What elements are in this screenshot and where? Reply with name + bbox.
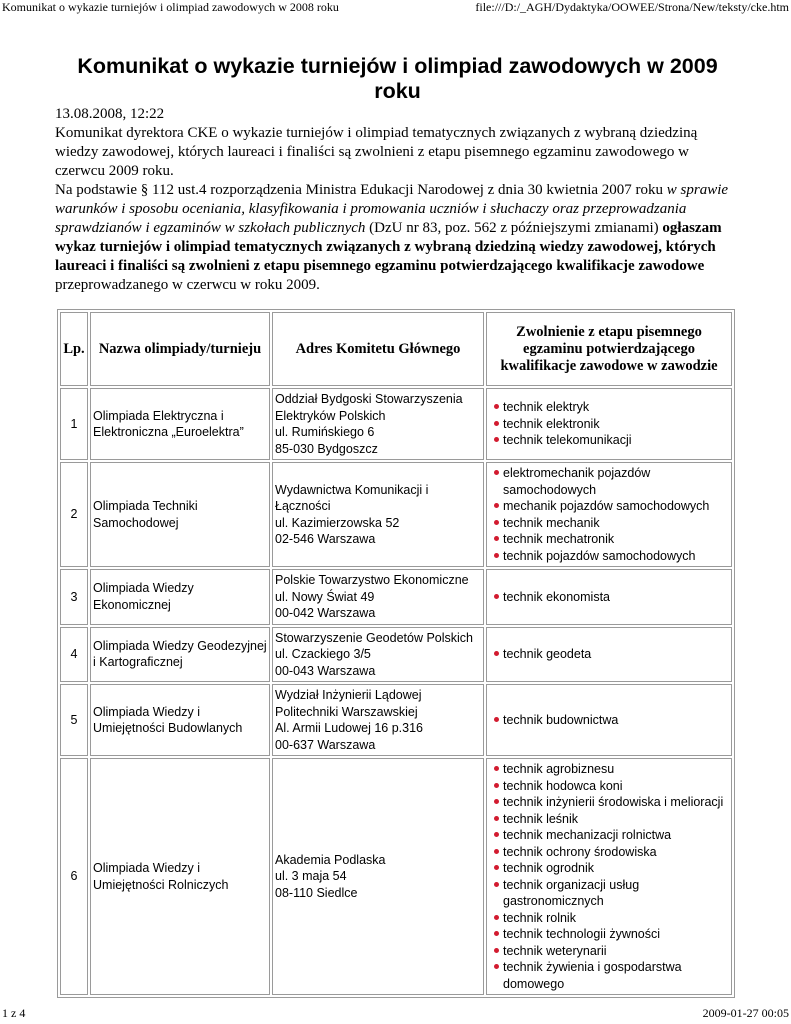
table-row — [60, 569, 732, 625]
profession-item: technik mechanizacji rolnictwa — [494, 827, 729, 844]
profession-item: technik mechatronik — [494, 531, 729, 548]
address-line: Oddział Bydgoski Stowarzyszenia Elektryków Polskich — [275, 392, 463, 423]
profession-item: technik ekonomista — [494, 589, 729, 606]
address-line: ul. Czackiego 3/5 — [275, 647, 371, 661]
profession-list — [489, 399, 729, 449]
exempt-professions — [486, 627, 732, 683]
article-intro — [55, 105, 735, 295]
profession-item: technik pojazdów samochodowych — [494, 548, 729, 565]
profession-item: technik budownictwa — [494, 712, 729, 729]
profession-list — [489, 712, 729, 729]
address-line: Akademia Podlaska — [275, 852, 386, 867]
address-line: 02-546 Warszawa — [275, 532, 376, 546]
basis-bold-text: ogłaszam wykaz turniejów i olimpiad tematycznych związanych z wybraną dziedziną wiedzy zawodowej, których laureaci i finaliści są zwolnieni z etapu pisemnego egzaminu potwierdzającego kwalifikacje zawodowe — [55, 220, 722, 274]
table-body — [60, 388, 732, 995]
basis-text-3: przeprowadzanego w czerwcu w roku 2009. — [55, 277, 320, 293]
olympiad-name: Olimpiada Wiedzy Ekonomicznej — [90, 569, 270, 625]
exempt-professions — [486, 388, 732, 460]
profession-item: technik technologii żywności — [494, 926, 729, 943]
olympiad-name: Olimpiada Elektryczna i Elektroniczna „Euroelektra” — [90, 388, 270, 460]
address-line: 00-043 Warszawa — [275, 663, 376, 678]
profession-item: technik elektronik — [494, 416, 729, 433]
header-exemption: Zwolnienie z etapu pisemnego egzaminu potwierdzającego kwalifikacje zawodowe w zawodzie — [486, 312, 732, 386]
table-row — [60, 627, 732, 683]
address-line: ul. Nowy Świat 49 — [275, 589, 375, 604]
exempt-professions — [486, 462, 732, 567]
row-number: 4 — [60, 627, 88, 683]
print-footer-date: 2009-01-27 00:05 — [702, 1006, 789, 1020]
basis-text-1: Na podstawie § 112 ust.4 rozporządzenia Ministra Edukacji Narodowej z dnia 30 kwietnia 2007 roku — [55, 182, 667, 198]
table-row — [60, 758, 732, 995]
row-number: 3 — [60, 569, 88, 625]
profession-item: technik rolnik — [494, 910, 729, 927]
profession-item: mechanik pojazdów samochodowych — [494, 498, 729, 515]
profession-list — [489, 761, 729, 992]
profession-item: technik inżynierii środowiska i melioracji — [494, 794, 729, 811]
address-line: 00-042 Warszawa — [275, 606, 376, 620]
profession-item: technik weterynarii — [494, 943, 729, 960]
article-date: 13.08.2008, 12:22 — [55, 106, 165, 122]
profession-item: technik hodowca koni — [494, 778, 729, 795]
address-line: ul. 3 maja 54 — [275, 869, 347, 884]
article-basis — [55, 181, 735, 295]
row-number: 6 — [60, 758, 88, 995]
table-row — [60, 388, 732, 460]
table-header-row — [60, 312, 732, 386]
address-line: Stowarzyszenie Geodetów Polskich — [275, 630, 474, 645]
address-line: Wydział Inżynierii Lądowej Politechniki Warszawskiej — [275, 688, 422, 719]
row-number: 2 — [60, 462, 88, 567]
address-line: 00-637 Warszawa — [275, 737, 376, 752]
row-number: 5 — [60, 684, 88, 756]
profession-item: technik agrobiznesu — [494, 761, 729, 778]
profession-item: elektromechanik pojazdów samochodowych — [494, 465, 729, 498]
address-line: 08-110 Siedlce — [275, 885, 358, 900]
header-name: Nazwa olimpiady/turnieju — [90, 312, 270, 386]
address-line: ul. Kazimierzowska 52 — [275, 515, 400, 530]
committee-address — [272, 627, 484, 683]
article-lead: Komunikat dyrektora CKE o wykazie turniejów i olimpiad tematycznych związanych z wybraną dziedziną wiedzy zawodowej, których laureaci i finaliści są zwolnieni z etapu pisemnego egzaminu zawodowego w czerwcu 2009 roku. — [55, 125, 698, 179]
profession-list — [489, 465, 729, 564]
profession-item: technik żywienia i gospodarstwa domowego — [494, 959, 729, 992]
committee-address — [272, 684, 484, 756]
profession-item: technik mechanik — [494, 515, 729, 532]
committee-address — [272, 462, 484, 567]
address-line: Al. Armii Ludowej 16 p.316 — [275, 721, 424, 735]
committee-address — [272, 388, 484, 460]
exempt-professions — [486, 569, 732, 625]
committee-address — [272, 569, 484, 625]
exempt-professions — [486, 758, 732, 995]
profession-item: technik elektryk — [494, 399, 729, 416]
olympiad-name: Olimpiada Wiedzy i Umiejętności Rolniczych — [90, 758, 270, 995]
profession-item: technik geodeta — [494, 646, 729, 663]
row-number: 1 — [60, 388, 88, 460]
exempt-professions — [486, 684, 732, 756]
profession-item: technik ochrony środowiska — [494, 844, 729, 861]
table-row — [60, 462, 732, 567]
address-line: 85-030 Bydgoszcz — [275, 441, 378, 456]
address-line: ul. Rumińskiego 6 — [275, 425, 375, 439]
basis-text-2: (DzU nr 83, poz. 562 z późniejszymi zmianami) — [365, 220, 663, 236]
profession-item: technik organizacji usług gastronomicznych — [494, 877, 729, 910]
header-address: Adres Komitetu Głównego — [272, 312, 484, 386]
profession-item: technik ogrodnik — [494, 860, 729, 877]
olympiad-name: Olimpiada Techniki Samochodowej — [90, 462, 270, 567]
olympiad-table — [57, 309, 735, 998]
print-footer-page: 1 z 4 — [2, 1006, 26, 1020]
profession-list — [489, 646, 729, 663]
profession-item: technik leśnik — [494, 811, 729, 828]
committee-address — [272, 758, 484, 995]
table-row — [60, 684, 732, 756]
header-lp: Lp. — [60, 312, 88, 386]
basis-italic-text: w sprawie warunków i sposobu oceniania, klasyfikowania i promowania uczniów i słuchaczy oraz przeprowadzania sprawdzianów i egzaminów w szkołach publicznych — [55, 182, 729, 236]
olympiad-name: Olimpiada Wiedzy i Umiejętności Budowlanych — [90, 684, 270, 756]
profession-item: technik telekomunikacji — [494, 432, 729, 449]
profession-list — [489, 589, 729, 606]
print-header-title: Komunikat o wykazie turniejów i olimpiad zawodowych w 2008 roku — [2, 0, 339, 14]
olympiad-name: Olimpiada Wiedzy Geodezyjnej i Kartograficznej — [90, 627, 270, 683]
page-title: Komunikat o wykazie turniejów i olimpiad zawodowych w 2009 roku — [77, 54, 718, 103]
address-line: Wydawnictwa Komunikacji i Łączności — [275, 482, 429, 513]
address-line: Polskie Towarzystwo Ekonomiczne — [275, 573, 469, 587]
print-header-url: file:///D:/_AGH/Dydaktyka/OOWEE/Strona/New/teksty/cke.htm — [475, 0, 789, 14]
